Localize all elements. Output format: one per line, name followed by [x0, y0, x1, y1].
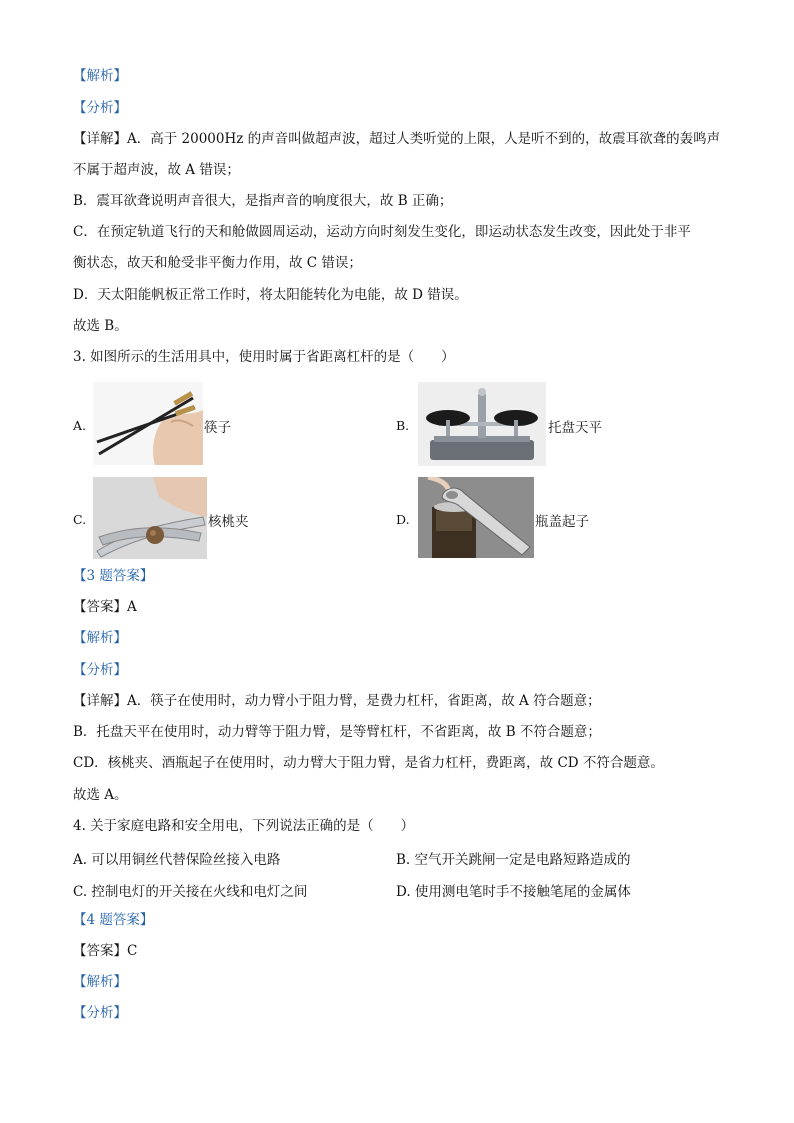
fenxi-heading: 【分析】 [73, 100, 127, 116]
q4-option-d: D. 使用测电笔时手不接触笔尾的金属体 [396, 884, 631, 900]
q3-detail-1: 【详解】A．筷子在使用时，动力臂小于阻力臂，是费力杠杆，省距离，故 A 符合题意； [73, 693, 601, 709]
q4-option-b: B. 空气开关跳闸一定是电路短路造成的 [396, 852, 631, 868]
option-a-caption: 筷子 [204, 420, 231, 436]
chopsticks-image [93, 382, 203, 465]
question-4: 4. 关于家庭电路和安全用电，下列说法正确的是（ ） [73, 818, 415, 834]
option-c-label: C. [73, 512, 87, 527]
q4-option-a: A. 可以用铜丝代替保险丝接入电路 [73, 852, 281, 868]
q3-detail-3: CD．核桃夹、酒瓶起子在使用时，动力臂大于阻力臂，是省力杠杆，费距离，故 CD 不符合题意。 [73, 755, 664, 771]
bottle-opener-image [418, 477, 534, 558]
detail-line-4: C．在预定轨道飞行的天和舱做圆周运动，运动方向时刻发生变化，即运动状态发生改变，因此处于非平 [73, 224, 691, 240]
nutcracker-image [93, 477, 207, 559]
detail-line-5: 衡状态，故天和舱受非平衡力作用，故 C 错误； [73, 255, 362, 271]
q3-detail-2: B．托盘天平在使用时，动力臂等于阻力臂，是等臂杠杆，不省距离，故 B 不符合题意； [73, 724, 601, 740]
analysis-heading: 【解析】 [73, 68, 127, 84]
detail-line-6: D．天太阳能帆板正常工作时，将太阳能转化为电能，故 D 错误。 [73, 287, 468, 303]
q4-analysis-heading: 【解析】 [73, 974, 127, 990]
q4-fenxi-heading: 【分析】 [73, 1005, 127, 1021]
question-3: 3. 如图所示的生活用具中，使用时属于省距离杠杆的是（ ） [73, 349, 455, 365]
option-d-caption: 瓶盖起子 [535, 514, 589, 530]
detail-line-2: 不属于超声波，故 A 错误； [73, 162, 240, 178]
q4-option-c: C. 控制电灯的开关接在火线和电灯之间 [73, 884, 308, 900]
q3-fenxi-heading: 【分析】 [73, 662, 127, 678]
q4-answer-tag: 【4 题答案】 [73, 912, 154, 928]
detail-line-3: B．震耳欲聋说明声音很大，是指声音的响度很大，故 B 正确； [73, 193, 453, 209]
option-a-label: A. [73, 418, 87, 433]
detail-line-1: 【详解】A．高于 20000Hz 的声音叫做超声波，超过人类听觉的上限，人是听不到的，故震耳欲聋的轰鸣声 [73, 131, 721, 147]
q3-conclusion: 故选 A。 [73, 787, 128, 803]
q3-analysis-heading: 【解析】 [73, 630, 127, 646]
q3-answer-tag: 【3 题答案】 [73, 568, 154, 584]
option-b-label: B. [396, 418, 410, 433]
q4-answer: 【答案】C [73, 943, 138, 959]
balance-image [418, 382, 546, 466]
q3-answer: 【答案】A [73, 599, 137, 615]
option-c-caption: 核桃夹 [208, 514, 249, 530]
option-d-label: D. [396, 512, 410, 527]
conclusion-line: 故选 B。 [73, 318, 128, 334]
option-b-caption: 托盘天平 [548, 420, 602, 436]
